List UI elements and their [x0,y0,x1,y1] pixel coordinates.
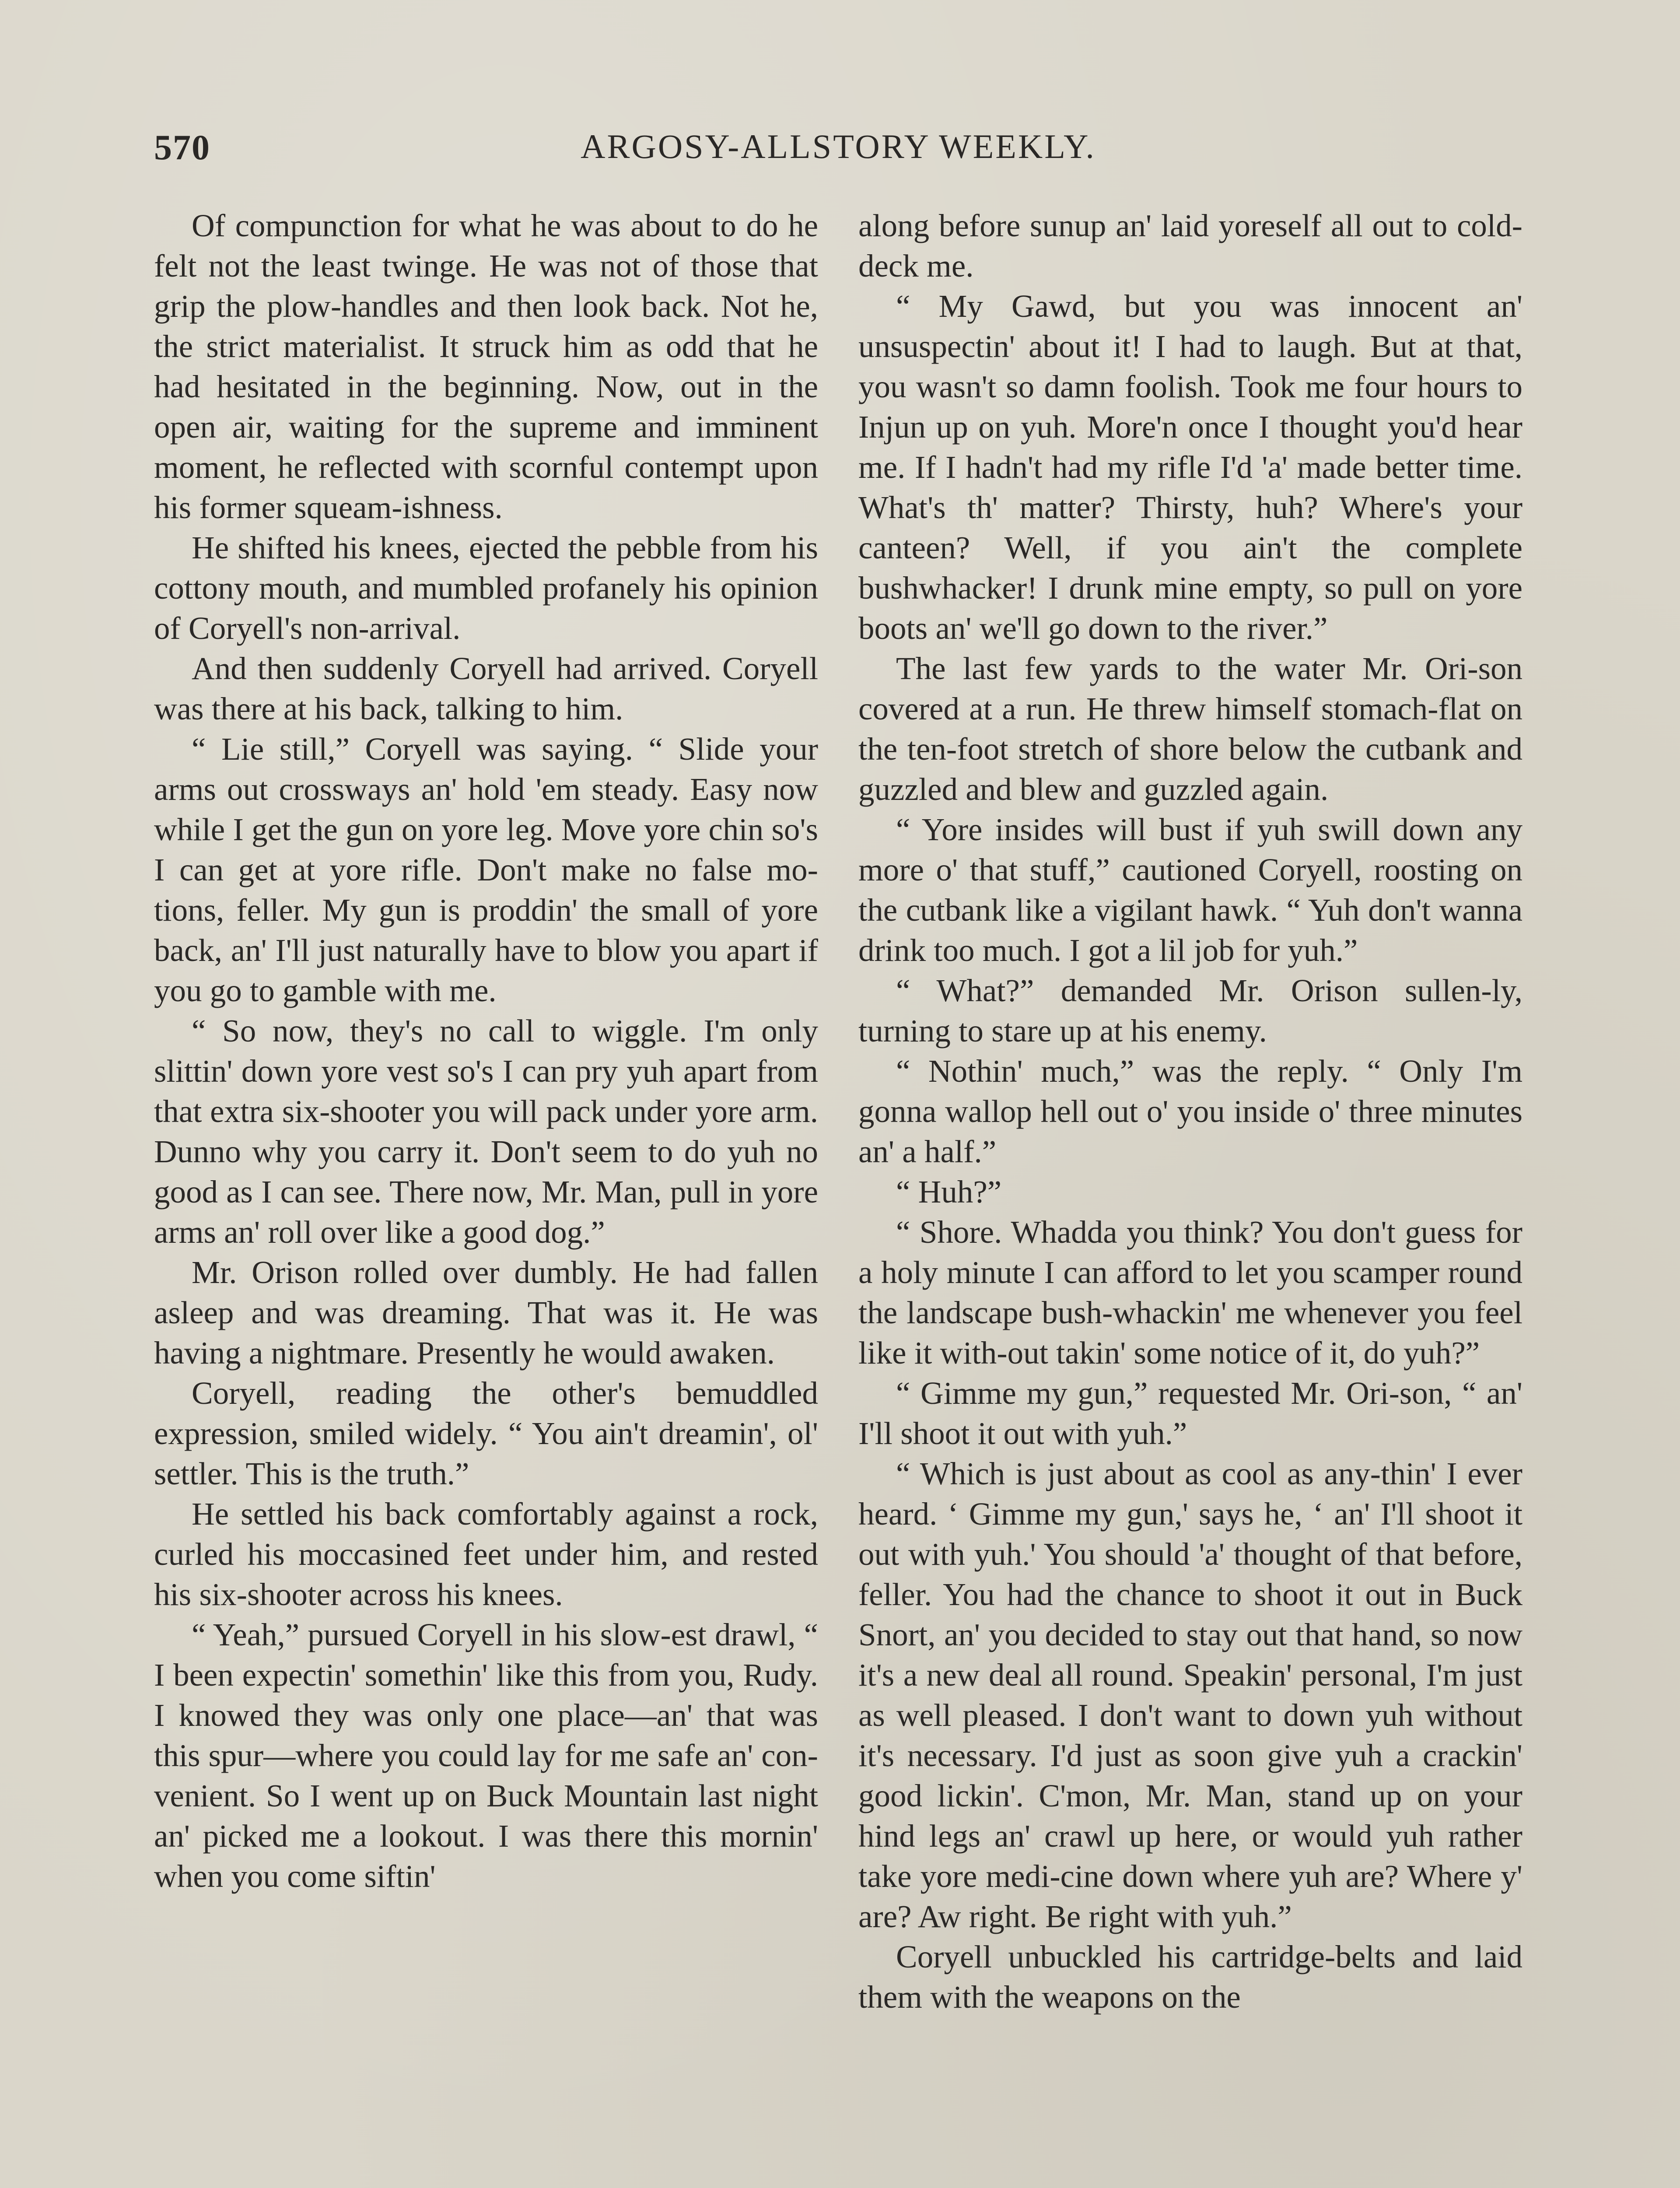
paragraph: “ Yeah,” pursued Coryell in his slow-est drawl, “ I been expectin' somethin' like this from you, Rudy. I knowed they was only one place—an' that was this spur—where you could lay for me safe an' con-venient. So I went up on Buck Mountain last night an' picked me a lookout. I was there this mornin' when you come siftin' [154,1617,818,1894]
paragraph: “ Yore insides will bust if yuh swill down any more o' that stuff,” cautioned Coryell, roosting on the cutbank like a vigilant hawk. “ Yuh don't wanna drink too much. I got a lil job for yuh.” [858,812,1522,968]
paragraph: Coryell, reading the other's bemuddled expression, smiled widely. “ You ain't dreamin', ol' settler. This is the truth.” [154,1375,818,1491]
running-head: ARGOSY-ALLSTORY WEEKLY. [581,127,1096,165]
paragraph: Of compunction for what he was about to do he felt not the least twinge. He was not of those that grip the plow-handles and then look back. Not he, the strict materialist. It struck him as odd that he had hesitated in the beginning. Now, out in the open air, waiting for the supreme and imminent moment, he reflected with scornful contempt upon his former squeam-ishness. [154,208,818,525]
paragraph: Coryell unbuckled his cartridge-belts and laid them with the weapons on the [858,1939,1522,2015]
paragraph: “ So now, they's no call to wiggle. I'm only slittin' down yore vest so's I can pry yuh apart from that extra six-shooter you will pack under yore arm. Dunno why you carry it. Don't seem to do yuh no good as I can see. There now, Mr. Man, pull in yore arms an' roll over like a good dog.” [154,1013,818,1250]
paragraph: “ Nothin' much,” was the reply. “ Only I'm gonna wallop hell out o' you inside o' three minutes an' a half.” [858,1053,1522,1169]
paragraph: “ Lie still,” Coryell was saying. “ Slide your arms out crossways an' hold 'em steady. Easy now while I get the gun on yore leg. Move yore chin so's I can get at yore rifle. Don't make no false mo-tions, feller. My gun is proddin' the small of yore back, an' I'll just naturally have to blow you apart if you go to gamble with me. [154,731,818,1008]
paragraph: He settled his back comfortably against a rock, curled his moccasined feet under him, and rested his six-shooter across his knees. [154,1496,818,1612]
right-column [858,206,1522,2188]
page-header [154,127,1522,175]
paragraph: “ My Gawd, but you was innocent an' unsuspectin' about it! I had to laugh. But at that, you wasn't so damn foolish. Took me four hours to Injun up on yuh. More'n once I thought you'd hear me. If I hadn't had my rifle I'd 'a' made better time. What's th' matter? Thirsty, huh? Where's your canteen? Well, if you ain't the complete bushwhacker! I drunk mine empty, so pull on yore boots an' we'll go down to the river.” [858,288,1522,646]
left-column [154,206,818,2188]
paragraph: The last few yards to the water Mr. Ori-son covered at a run. He threw himself stomach-flat on the ten-foot stretch of shore below the cutbank and guzzled and blew and guzzled again. [858,651,1522,807]
paragraph: “ Which is just about as cool as any-thin' I ever heard. ‘ Gimme my gun,' says he, ‘ an' I'll shoot it out with yuh.' You should 'a' thought of that before, feller. You had the chance to shoot it out in Buck Snort, an' you decided to stay out that hand, so now it's a new deal all round. Speakin' personal, I'm just as well pleased. I don't want to down yuh without it's necessary. I'd just as soon give yuh a crackin' good lickin'. C'mon, Mr. Man, stand up on your hind legs an' crawl up here, or would yuh rather take yore medi-cine down where yuh are? Where y' are? Aw right. Be right with yuh.” [858,1456,1522,1934]
page-number: 570 [154,127,210,167]
paragraph: And then suddenly Coryell had arrived. Coryell was there at his back, talking to him. [154,651,818,726]
paragraph-continued: along before sunup an' laid yoreself all out to cold-deck me. [858,208,1522,284]
paragraph: Mr. Orison rolled over dumbly. He had fallen asleep and was dreaming. That was it. He was having a nightmare. Presently he would awaken. [154,1255,818,1371]
paragraph: “ Shore. Whadda you think? You don't guess for a holy minute I can afford to let you scamper round the landscape bush-whackin' me whenever you feel like it with-out takin' some notice of it, do yuh?” [858,1214,1522,1371]
paragraph: “ Huh?” [896,1174,1002,1210]
paragraph: “ Gimme my gun,” requested Mr. Ori-son, “ an' I'll shoot it out with yuh.” [858,1375,1522,1451]
text-columns [154,206,1522,2188]
paragraph: “ What?” demanded Mr. Orison sullen-ly, turning to stare up at his enemy. [858,973,1522,1048]
paragraph: He shifted his knees, ejected the pebble from his cottony mouth, and mumbled profanely his opinion of Coryell's non-arrival. [154,530,818,646]
